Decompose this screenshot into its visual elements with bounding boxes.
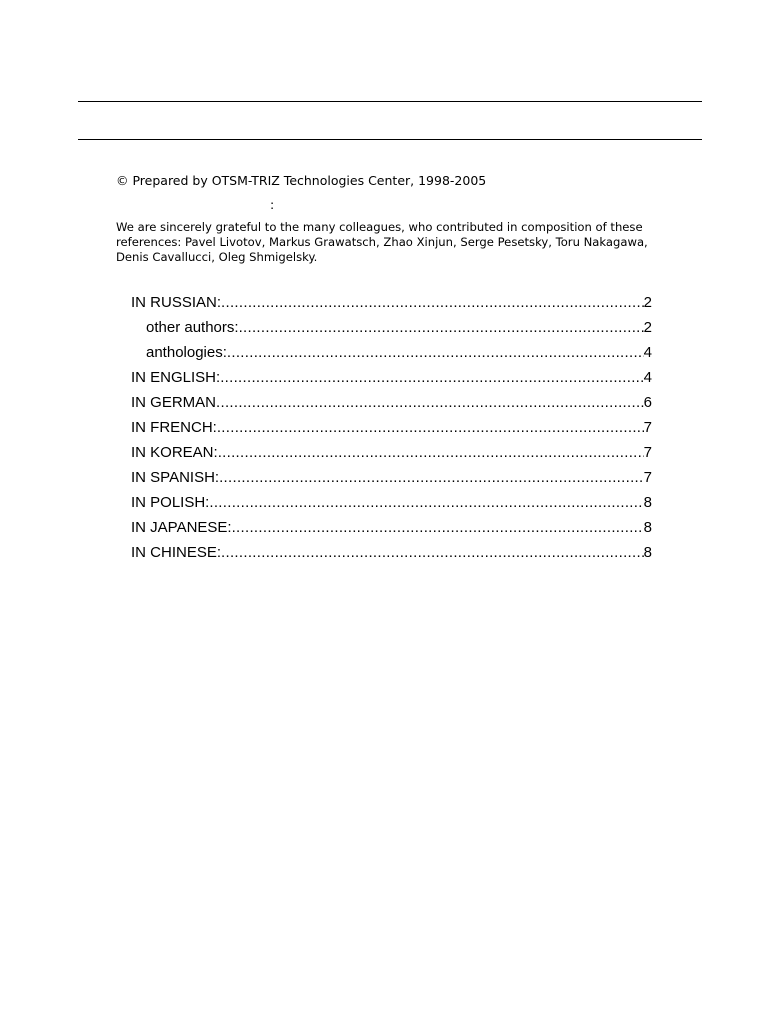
toc-dot-leader [209,492,643,514]
toc-entry-label: IN FRENCH: [131,419,217,436]
toc-dot-leader [218,442,644,464]
toc-entry-other-authors[interactable] [131,317,652,342]
toc-entry-russian[interactable] [131,292,652,317]
toc-page-number: 2 [643,294,652,311]
toc-dot-leader [217,417,644,439]
header-rule-bottom [78,139,702,140]
toc-entry-label: IN JAPANESE: [131,519,232,536]
toc-page-number: 4 [643,369,652,386]
toc-dot-leader [216,392,644,414]
toc-page-number: 7 [643,469,652,486]
toc-entry-label: IN GERMAN [131,394,217,411]
toc-page-number: 7 [643,419,652,436]
colon-mark: : [270,197,275,212]
toc-entry-label: anthologies: [146,344,227,361]
copyright-notice: © Prepared by OTSM-TRIZ Technologies Center, 1998-2005 [116,173,487,188]
toc-entry-label: IN SPANISH: [131,469,220,486]
toc-page-number: 2 [643,319,652,336]
toc-entry-label: IN RUSSIAN: [131,294,222,311]
toc-page-number: 4 [643,344,652,361]
toc-entry-label: IN POLISH: [131,494,210,511]
toc-entry-polish[interactable] [131,492,652,517]
toc-dot-leader [227,342,644,364]
acknowledgement-paragraph: We are sincerely grateful to the many colleagues, who contributed in composition of these references: Pavel Livotov, Markus Grawatsch, Zhao Xinjun, Serge Pesetsky, Toru Nakagawa, Denis Cavallucci, Oleg Shmigelsky. [116,220,648,264]
toc-entry-anthologies[interactable] [131,342,652,367]
toc-dot-leader [221,292,644,314]
toc-entry-korean[interactable] [131,442,652,467]
toc-dot-leader [221,542,644,564]
toc-entry-spanish[interactable] [131,467,652,492]
header-rule-top [78,101,702,102]
toc-page-number: 6 [643,394,652,411]
toc-entry-label: IN ENGLISH: [131,369,221,386]
toc-entry-label: IN CHINESE: [131,544,222,561]
toc-page-number: 8 [643,494,652,511]
toc-page-number: 8 [643,544,652,561]
toc-entry-english[interactable] [131,367,652,392]
table-of-contents [131,292,652,567]
toc-dot-leader [239,317,644,339]
toc-dot-leader [220,367,643,389]
toc-dot-leader [219,467,644,489]
toc-entry-chinese[interactable] [131,542,652,567]
toc-entry-label: IN KOREAN: [131,444,218,461]
toc-dot-leader [232,517,644,539]
toc-entry-label: other authors: [146,319,239,336]
toc-page-number: 7 [643,444,652,461]
toc-entry-french[interactable] [131,417,652,442]
toc-entry-japanese[interactable] [131,517,652,542]
toc-page-number: 8 [643,519,652,536]
toc-entry-german[interactable] [131,392,652,417]
